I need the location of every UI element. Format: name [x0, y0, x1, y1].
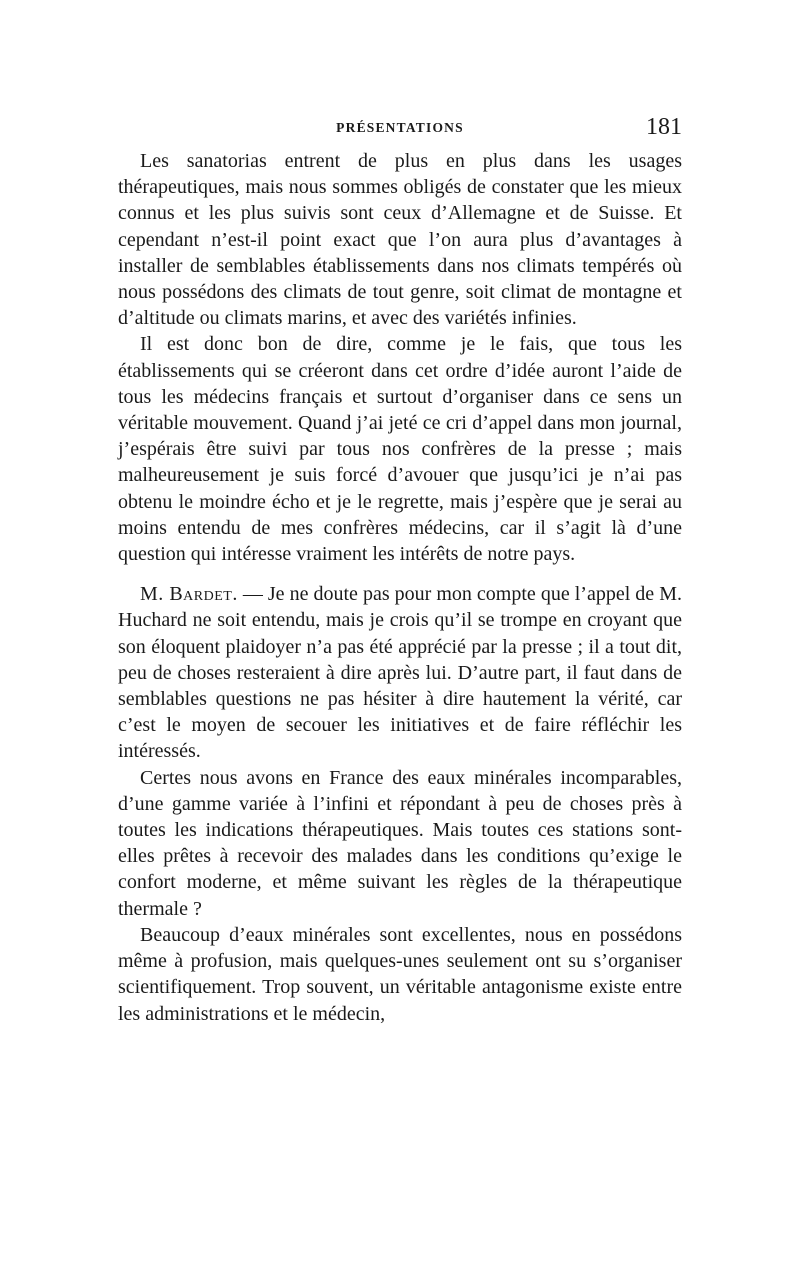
running-title: PRÉSENTATIONS — [336, 120, 464, 135]
speaker-statement: — Je ne doute pas pour mon compte que l’appel de M. Huchard ne soit entendu, mais je crois qu’il se trompe en croyant que son éloquent plaidoyer n’a pas été apprécié par la presse ; il a tout dit, peu de choses resteraient à dire après lui. D’autre part, il faut dans de semblables questions ne pas hésiter à dire hautement la vérité, car c’est le moyen de secouer les initiatives et de faire réfléchir les intéressés. — [118, 583, 682, 763]
page-number: 181 — [646, 114, 682, 140]
speaker-name: M. Bardet. — [140, 583, 238, 606]
running-head — [118, 114, 682, 144]
paragraph-mineral-waters: Certes nous avons en France des eaux minérales incomparables, d’une gamme variée à l’infini et répondant à peu de choses près à toutes les indications thérapeutiques. Mais toutes ces stations sont-elles prêtes à recevoir des malades dans les conditions qu’exige le confort moderne, et même suivant les règles de la thérapeutique thermale ? — [118, 766, 682, 920]
paragraph-bardet-reply — [118, 581, 682, 764]
body-text — [118, 148, 682, 1027]
paragraph-sanatorias: Les sanatorias entrent de plus en plus dans les usages thérapeutiques, mais nous sommes obligés de constater que les mieux connus et les plus suivis sont ceux d’Allemagne et de Suisse. Et cependant n’est-il point exact que l’on aura plus d’avantages à installer de semblables établissements dans nos climats tempérés où nous possédons des climats de tout genre, soit climat de montagne et d’altitude ou climats marins, et avec des variétés infinies. — [118, 150, 682, 330]
paragraph-organisation: Beaucoup d’eaux minérales sont excellentes, nous en possédons même à profusion, mais quelques-unes seulement ont su s’organiser scientifiquement. Trop souvent, un véritable antagonisme existe entre les administrations et le médecin, — [118, 923, 682, 1025]
paragraph-appeal: Il est donc bon de dire, comme je le fais, que tous les établissements qui se créeront dans cet ordre d’idée auront l’aide de tous les médecins français et surtout d’organiser dans ce sens un véritable mouvement. Quand j’ai jeté ce cri d’appel dans mon journal, j’espérais être suivi par tous nos confrères de la presse ; mais malheureusement je suis forcé d’avouer que jusqu’ici je n’ai pas obtenu le moindre écho et je le regrette, mais j’espère que je serai au moins entendu de mes confrères médecins, car il s’agit là d’une question qui intéresse vraiment les intérêts de notre pays. — [118, 333, 682, 566]
